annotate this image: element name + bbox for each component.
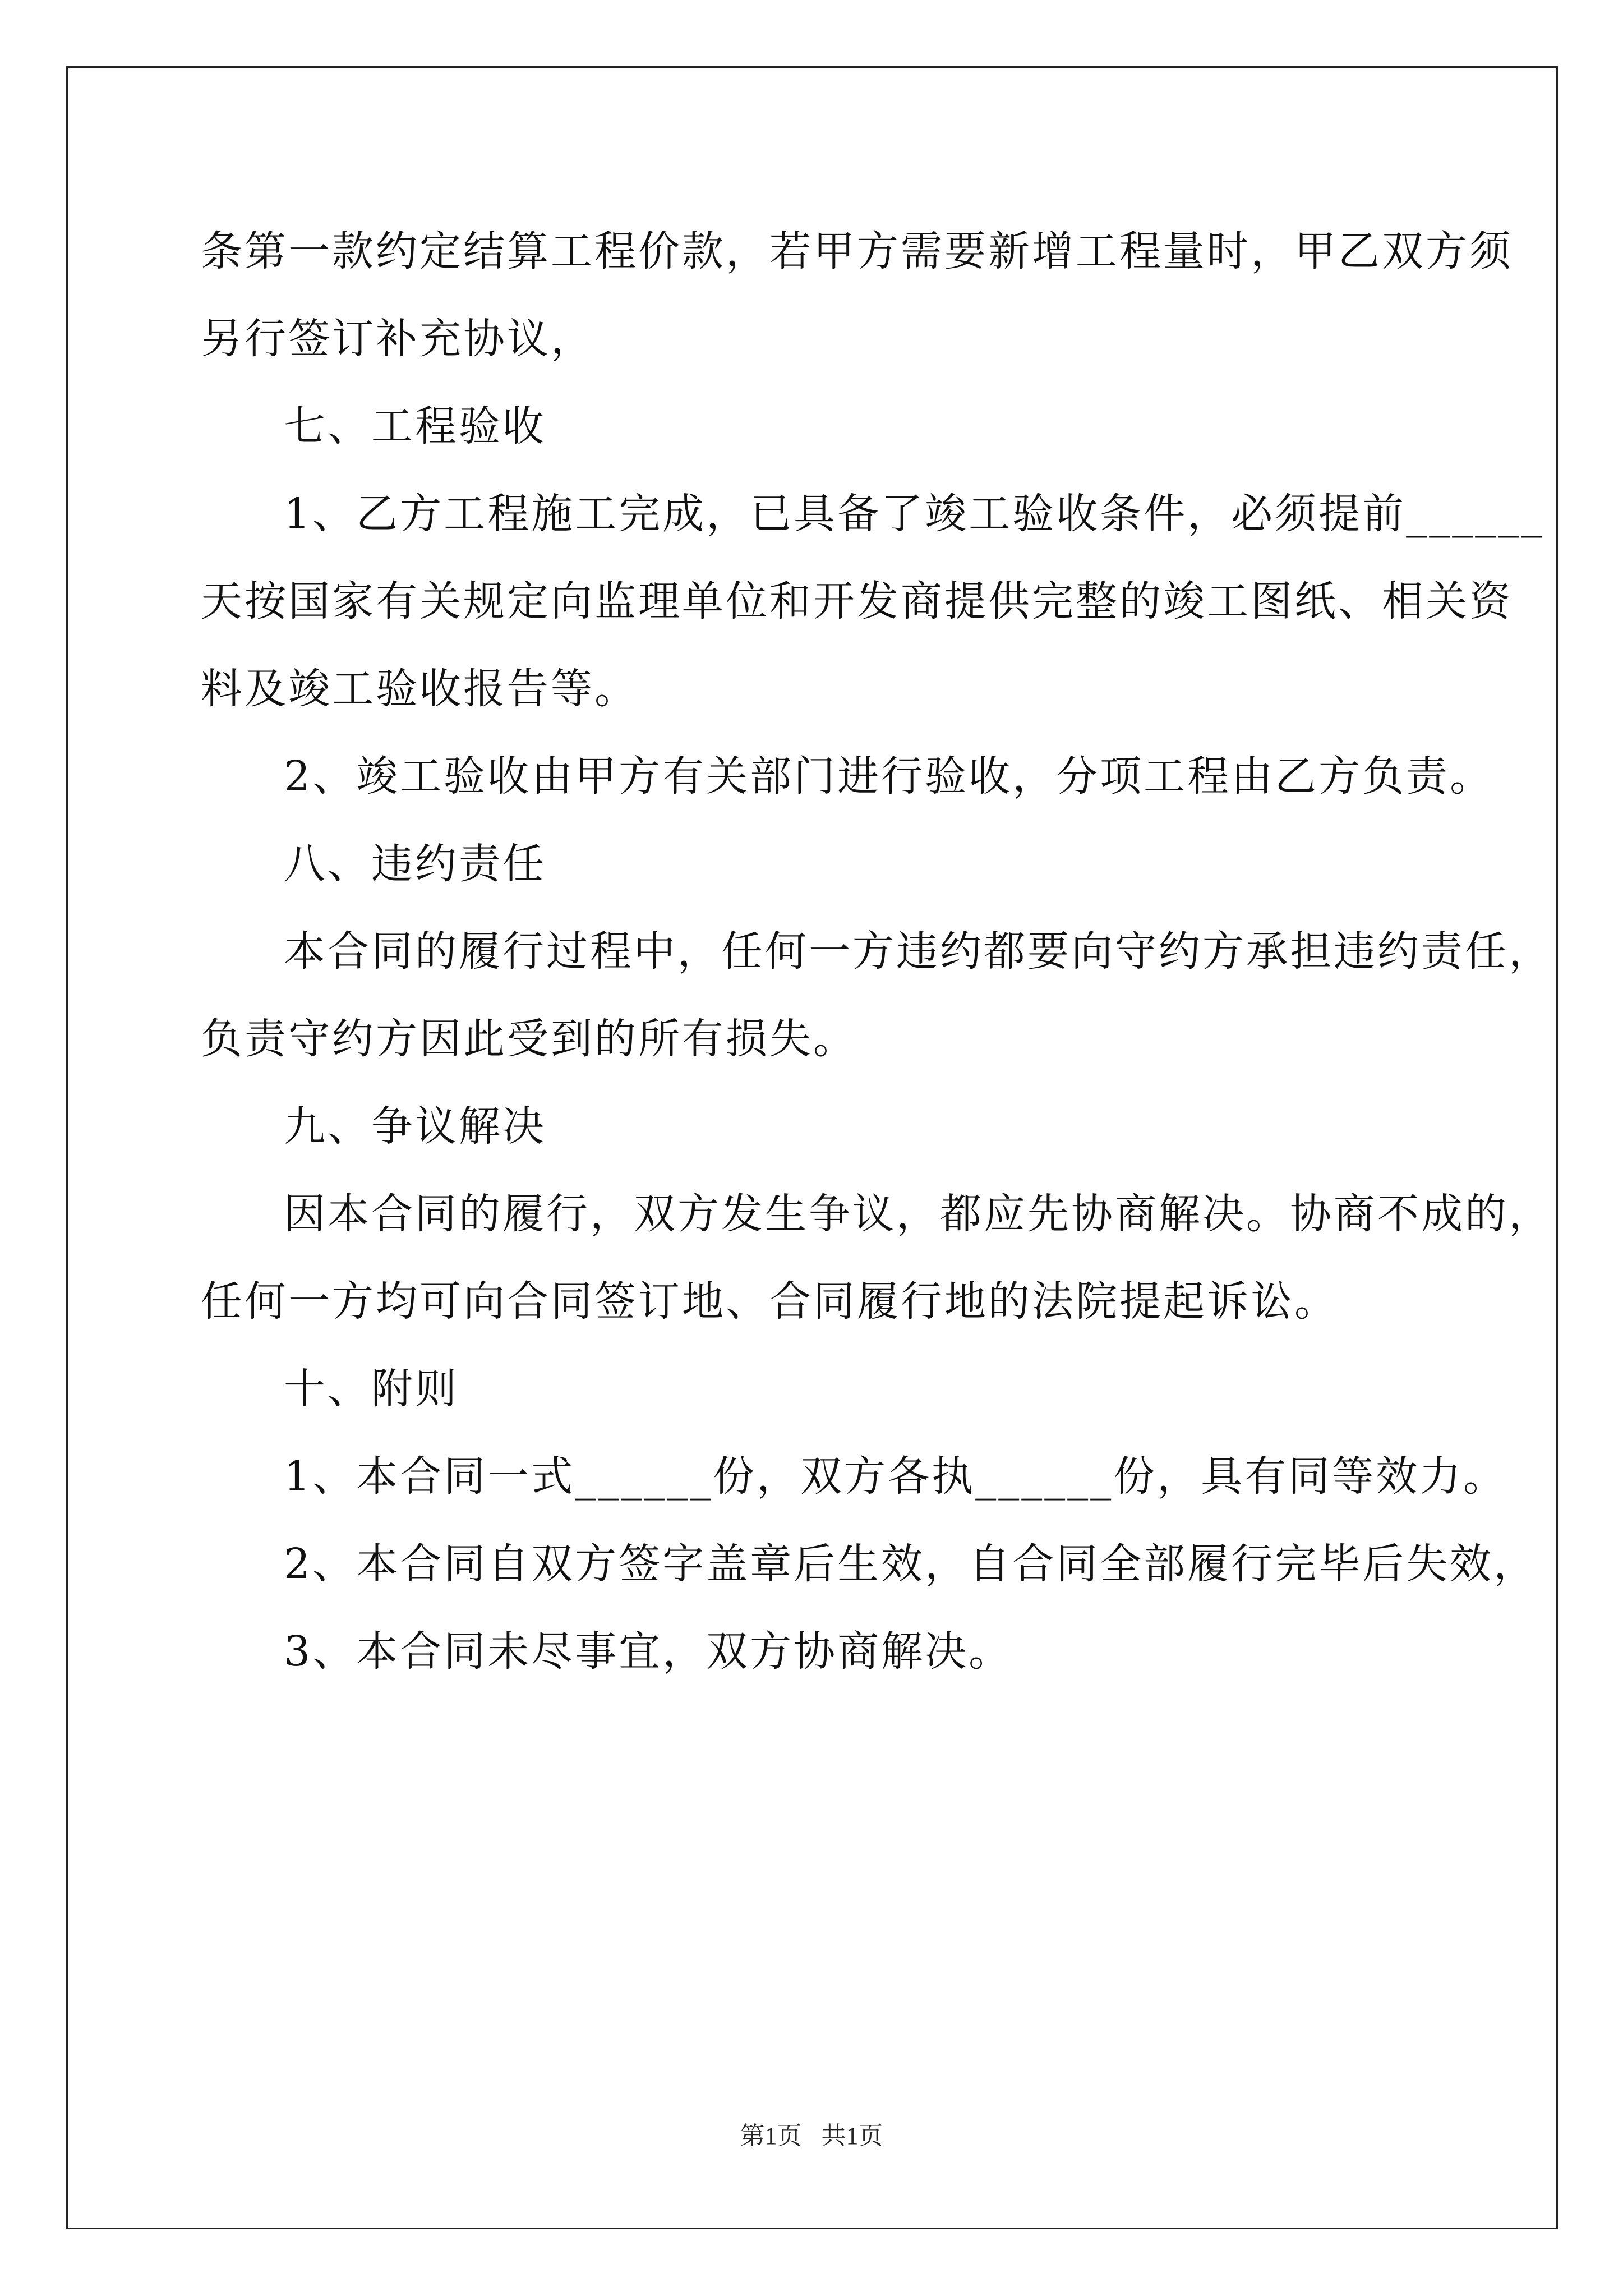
- section-heading-10: 十、附则: [284, 1365, 459, 1413]
- body-line: 本合同的履行过程中，任何一方违约都要向守约方承担违约责任，: [284, 927, 1552, 976]
- body-line: 1、乙方工程施工完成，已具备了竣工验收条件，必须提前______: [284, 490, 1544, 538]
- section-heading-8: 八、违约责任: [284, 840, 546, 888]
- section-heading-7: 七、工程验收: [284, 402, 546, 450]
- body-line: 3、本合同未尽事宜，双方协商解决。: [284, 1627, 1013, 1676]
- body-line: 条第一款约定结算工程价款，若甲方需要新增工程量时，甲乙双方须: [201, 227, 1513, 275]
- body-line: 2、本合同自双方签字盖章后生效，自合同全部履行完毕后失效，: [284, 1540, 1538, 1588]
- body-line: 2、竣工验收由甲方有关部门进行验收，分项工程由乙方负责。: [284, 752, 1494, 800]
- body-line: 另行签订补充协议，: [201, 315, 594, 363]
- page-footer: [0, 2119, 1623, 2153]
- section-heading-9: 九、争议解决: [284, 1102, 546, 1151]
- body-line: 因本合同的履行，双方发生争议，都应先协商解决。协商不成的，: [284, 1190, 1552, 1238]
- body-line: 料及竣工验收报告等。: [201, 665, 638, 713]
- page-number: 第1页: [740, 2122, 802, 2150]
- body-line: 天按国家有关规定向监理单位和开发商提供完整的竣工图纸、相关资: [201, 577, 1513, 625]
- body-line: 任何一方均可向合同签订地、合同履行地的法院提起诉讼。: [201, 1277, 1338, 1326]
- body-line: 负责守约方因此受到的所有损失。: [201, 1015, 857, 1063]
- body-line: 1、本合同一式______份，双方各执______份，具有同等效力。: [284, 1452, 1507, 1501]
- page-total: 共1页: [821, 2122, 883, 2150]
